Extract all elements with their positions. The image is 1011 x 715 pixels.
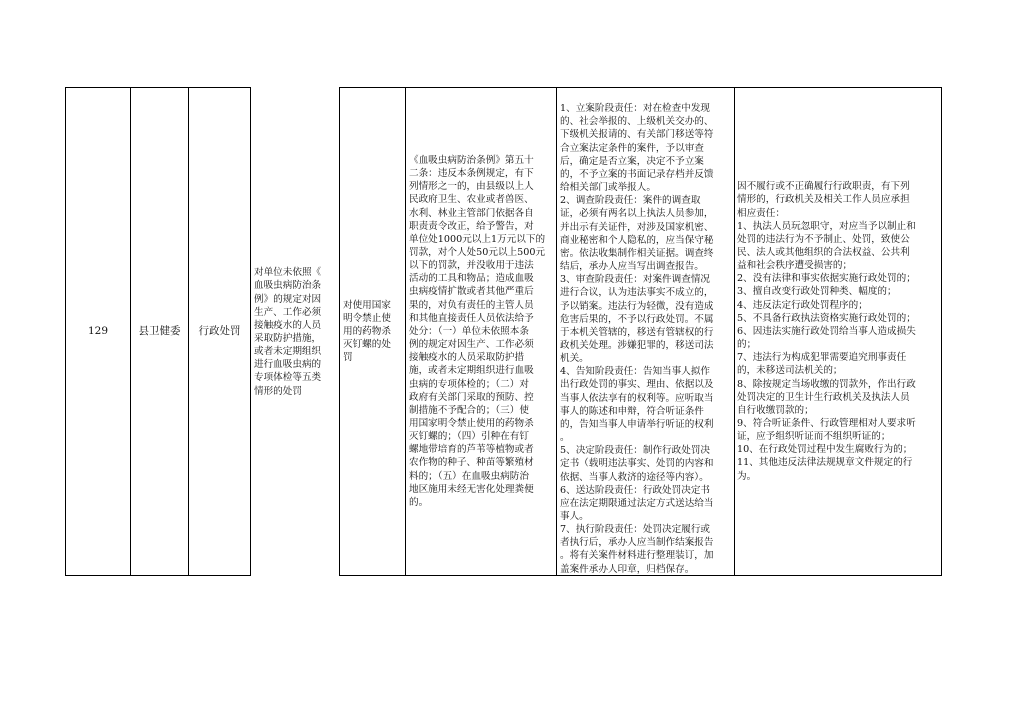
accountability-text: 因不履行或不正确履行行政职责，有下列 情形的，行政机关及相关工作人员应承担 相应责任： 1、执法人员玩忽职守，对应当予以制止和 处罚的违法行为不予制止、处罚，致使公 民、法人或其他组织的合法权益、公共利 益和社会秩序遭受损害的； 2、没有法律和事实依据实施行政处罚的； 3、擅自改变行政处罚种类、幅度的； 4、违反法定行政处罚程序的； 5、不具备行政执法资格实施行政处罚的； 6、因违法实施行政处罚给当事人造成损失 的； 7、违法行为构成犯罪需要追究刑事责任 的，未移送司法机关的； 8、除按规定当场收缴的罚款外，作出行政 处罚决定的卫生计生行政机关及执法人员 自行收缴罚款的； 9、符合听证条件、行政管理相对人要求听 证，应予组织听证而不组织听证的； 10、在行政处罚过程中发生腐败行为的； 11、其他违反法律法规规章文件规定的行 为。 [737, 181, 916, 482]
department-cell: 县卫健委 [138, 324, 181, 337]
accountability-cell [735, 88, 941, 575]
row-number: 129 [87, 324, 109, 337]
duties-text: 1、立案阶段责任：对在检查中发现 的、社会举报的、上级机关交办的、 下级机关报请的、有关部门移送等符 合立案法定条件的案件，予以审查 后，确定是否立案，决定不予立案 的，不予立案的书面记录存档并反馈 给相关部门或举报人。 2、调查阶段责任：案件的调查取 证，必须有两名以上执法人员参加， 并出示有关证件，对涉及国家机密、 商业秘密和个人隐私的，应当保守秘 密。依法收集制作相关证据。调查终 结后，承办人应当写出调查报告。 3、审查阶段责任：对案件调查情况 进行合议，认为违法事实不成立的， 予以销案。违法行为轻微，没有造成 危害后果的，不予以行政处罚。不属 于本机关管辖的，移送有管辖权的行 政机关处理。涉嫌犯罪的，移送司法 机关。 4、告知阶段责任：告知当事人拟作 出行政处罚的事实、理由、依据以及 当事人依法享有的权利等。应听取当 事人的陈述和申辩，符合听证条件 的，告知当事人申请举行听证的权利 。 5、决定阶段责任：制作行政处罚决 定书（载明违法事实、处罚的内容和 依据、当事人救济的途径等内容）。 6、送达阶段责任：行政处罚决定书 应在法定期限通过法定方式送达给当 事人。 7、执行阶段责任：处罚决定履行或 者执行后，承办人应当制作结案报告 。将有关案件材料进行整理装订，加 盖案件承办人印章，归档保存。 [560, 103, 714, 575]
sub-item-cell [340, 88, 405, 575]
duties-cell [557, 88, 734, 575]
item-name-cell [251, 262, 339, 402]
item-name-text: 对单位未依照《 血吸虫病防治条 例》的规定对因 生产、工作必须 接触疫水的人员 采取防护措施， 或者未定期组织 进行血吸虫病的 专项体检等五类 情形的处罚 [254, 267, 322, 397]
col-divider [941, 87, 942, 576]
legal-basis-text: 《血吸虫病防治条例》第五十 二条：违反本条例规定，有下 列情形之一的，由县级以上人 民政府卫生、农业或者兽医、 水利、林业主管部门依据各自 职责责令改正，给予警告，对 单位处1000元以上1万元以下的 罚款，对个人处50元以上500元 以下的罚款，并没收用于违法 活动的工具和物品；造成血吸 虫病疫情扩散或者其他严重后 果的，对负有责任的主管人员 和其他直接责任人员依法给予 处分：（一）单位未依照本条 例的规定对因生产、工作必须 接触疫水的人员采取防护措 施，或者未定期组织进行血吸 虫病的专项体检的；（二）对 政府有关部门采取的预防、控 制措施不予配合的；（三）使 用国家明令禁止使用的药物杀 灭钉螺的；（四）引种在有钉 螺地带培育的芦苇等植物或者 农作物的种子、种苗等繁殖材 料的；（五）在血吸虫病防治 地区施用未经无害化处理粪便 的。 [409, 154, 546, 508]
table-border-bottom-left [65, 575, 251, 576]
category-cell: 行政处罚 [198, 324, 241, 337]
legal-basis-cell [406, 88, 556, 575]
sub-item-text: 对使用国家 明令禁止使 用的药物杀 灭钉螺的处 罚 [343, 299, 391, 364]
